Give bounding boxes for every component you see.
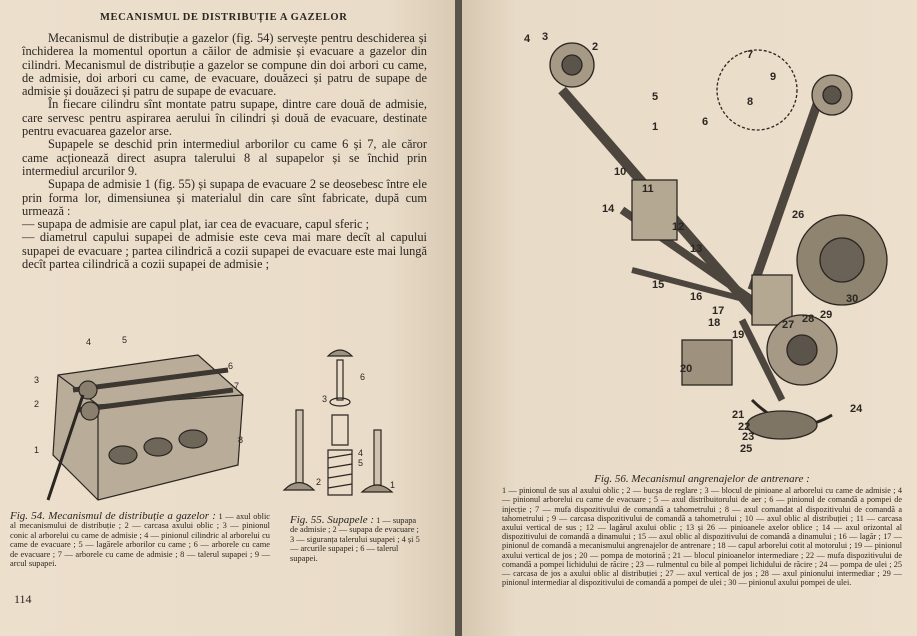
fig56-label: 27 — [782, 319, 795, 331]
caption-title: Fig. 55. Supapele : — [290, 514, 375, 526]
fig54-label: 8 — [238, 435, 244, 445]
fig56-label: 12 — [672, 221, 685, 233]
fig55-label: 3 — [322, 394, 328, 404]
fig56-label: 13 — [690, 243, 703, 255]
figure-55-valves — [280, 340, 410, 510]
fig56-label: 17 — [712, 305, 725, 317]
fig54-label: 3 — [34, 375, 40, 385]
fig55-label: 5 — [358, 458, 364, 468]
fig56-label: 28 — [802, 313, 815, 325]
fig54-label: 4 — [86, 337, 92, 347]
figure-54-caption — [10, 512, 270, 568]
fig56-label: 14 — [602, 203, 615, 215]
paragraph: Supapele se deschid prin intermediul arborilor cu came 6 și 7, ale căror came acționează direct asupra talerului 8 al supapelor și se închid prin intermediul arcurilor 9. — [22, 137, 427, 178]
fig56-label: 9 — [770, 71, 777, 83]
figure-54-cylinder-head — [28, 335, 253, 515]
caption-text: 1 — axul oblic al mecanismului de distribuție ; 2 — carcasa axului oblic ; 3 — pinionul conic al arborelui cu came de admisie ; 4 — pinionul cilindric al arborelui cu came de evacuare ; 5 — lagărele arborilor cu came ; 6 — arborele cu came de evacuare ; 7 — arborele cu came de admisie ; 8 — talerul supapei ; 9 — arcul supapei. — [10, 512, 270, 569]
fig56-label: 11 — [642, 183, 654, 195]
right-page — [462, 0, 917, 636]
fig56-label: 22 — [738, 421, 751, 433]
fig56-label: 2 — [592, 41, 599, 53]
fig56-label: 3 — [542, 31, 549, 43]
dash-item: — diametrul capului supapei de admisie este ceva mai mare decît al capului supapei de evacuare ; partea cilindrică a cozii supapei de evacuare este mai lungă decît partea cilindrică a cozii supapei de admisie ; — [22, 230, 427, 272]
fig56-label: 18 — [708, 317, 721, 329]
fig56-label: 20 — [680, 363, 693, 375]
caption-title: Fig. 54. Mecanismul de distribuție a gazelor : — [10, 510, 216, 522]
fig56-label: 25 — [740, 443, 753, 455]
fig55-label: 2 — [316, 477, 322, 487]
fig54-label: 7 — [234, 381, 240, 391]
figure-55-caption — [290, 516, 420, 563]
fig54-label: 5 — [122, 335, 128, 345]
page-number: 114 — [14, 592, 32, 606]
fig56-label: 8 — [747, 96, 754, 108]
paragraph: Supapa de admisie 1 (fig. 55) și supapa de evacuare 2 se deosebesc între ele prin forma lor, dimensiunea și materialul din care sînt fabricate, după cum urmează : — [22, 177, 427, 218]
fig56-label: 30 — [846, 293, 859, 305]
fig55-label: 6 — [360, 372, 366, 382]
caption-text: 1 — pinionul de sus al axului oblic ; 2 — bucșa de reglare ; 3 — blocul de pinioane al arborelui cu came de admisie ; 4 — pinionul arborelui cu came de evacuare ; 5 — axul distribuitorului de aer ; 6 — pinionul de comandă a pompei de injecție ; 7 — mufa dispozitivului de comandă a tahometrului ; 8 — axul comandat al dispozitivului de comandă a tahometrului ; 9 — carcasa dispozitivului de comandă a tahometrului ; 10 — axul oblic al distribuției ; 11 — carcasa axului vertical de sus ; 12 — lagărul axului oblic ; 13 și 26 — pinioanele axelor oblice ; 14 — axul orizontal al dispozitivului de comandă a dinamului ; 15 — axul oblic al dispozitivului de comandă a dinamului ; 16 — lagăr ; 17 — pinionul de comandă a mecanismului angrenajelor de antrenare ; 18 — capul arborelui cotit al motorului ; 19 — pinionul axului vertical de jos ; 20 — pompa de motorină ; 21 — blocul pinioanelor intermediare ; 22 — mufa dispozitivului de comandă a pompei lichidului de răcire ; 23 — rulmentul cu bile al pompei lichidului de răcire ; 24 — pompa de ulei ; 25 — carcasa de jos a axului oblic al distribuției ; 27 — axul vertical de jos ; 28 — axul pinionului intermediar ; 29 — pinionul intermediar al dispozitivului de comandă a pompei de ulei ; 30 — pinionul axului pompei de ulei. — [502, 486, 902, 588]
fig56-label: 29 — [820, 309, 833, 321]
fig56-label: 19 — [732, 329, 745, 341]
fig56-label: 10 — [614, 166, 627, 178]
fig56-label: 5 — [652, 91, 659, 103]
book-gutter — [455, 0, 462, 636]
fig56-label: 1 — [652, 121, 659, 133]
fig55-label: 1 — [390, 480, 396, 490]
fig54-label: 1 — [34, 445, 40, 455]
figure-56-caption — [502, 475, 902, 587]
fig56-label: 24 — [850, 403, 863, 415]
running-head: MECANISMUL DE DISTRIBUȚIE A GAZELOR — [100, 12, 348, 23]
fig56-label: 4 — [524, 33, 531, 45]
fig56-label: 26 — [792, 209, 805, 221]
body-text — [22, 32, 427, 271]
fig56-label: 15 — [652, 279, 665, 291]
fig56-label: 6 — [702, 116, 709, 128]
paragraph: Mecanismul de distribuție a gazelor (fig. 54) servește pentru deschiderea și închiderea la momentul oportun a căilor de admisie și evacuare a gazelor din cilindri. Mecanismul de distribuție a gazelor se compune din doi arbori cu came, de admisie, doi arbori cu came, de evacuare, douăzeci și patru de supape de admisie și douăzeci și patru de supape de evacuare. — [22, 31, 427, 99]
dash-item: — supapa de admisie are capul plat, iar cea de evacuare, capul sferic ; — [22, 217, 370, 232]
figure-56-drive-gears — [502, 20, 902, 460]
fig56-label: 23 — [742, 431, 755, 443]
fig54-label: 2 — [34, 399, 40, 409]
caption-title: Fig. 56. Mecanismul angrenajelor de antrenare : — [594, 473, 810, 485]
fig54-label: 6 — [228, 361, 234, 371]
paragraph: În fiecare cilindru sînt montate patru supape, dintre care două de admisie, care servesc pentru aspirarea aerului în cilindri și două de evacuare, destinate pentru evacuarea gazelor arse. — [22, 97, 427, 139]
caption-text: 1 — supapa de admisie ; 2 — supapa de evacuare ; 3 — siguranța talerului supapei ; 4 și 5 — arcurile supapei ; 6 — talerul supapei. — [290, 516, 420, 563]
fig56-label: 7 — [747, 49, 754, 61]
fig56-label: 16 — [690, 291, 703, 303]
left-page — [0, 0, 455, 636]
fig56-label: 21 — [732, 409, 745, 421]
fig55-label: 4 — [358, 448, 364, 458]
